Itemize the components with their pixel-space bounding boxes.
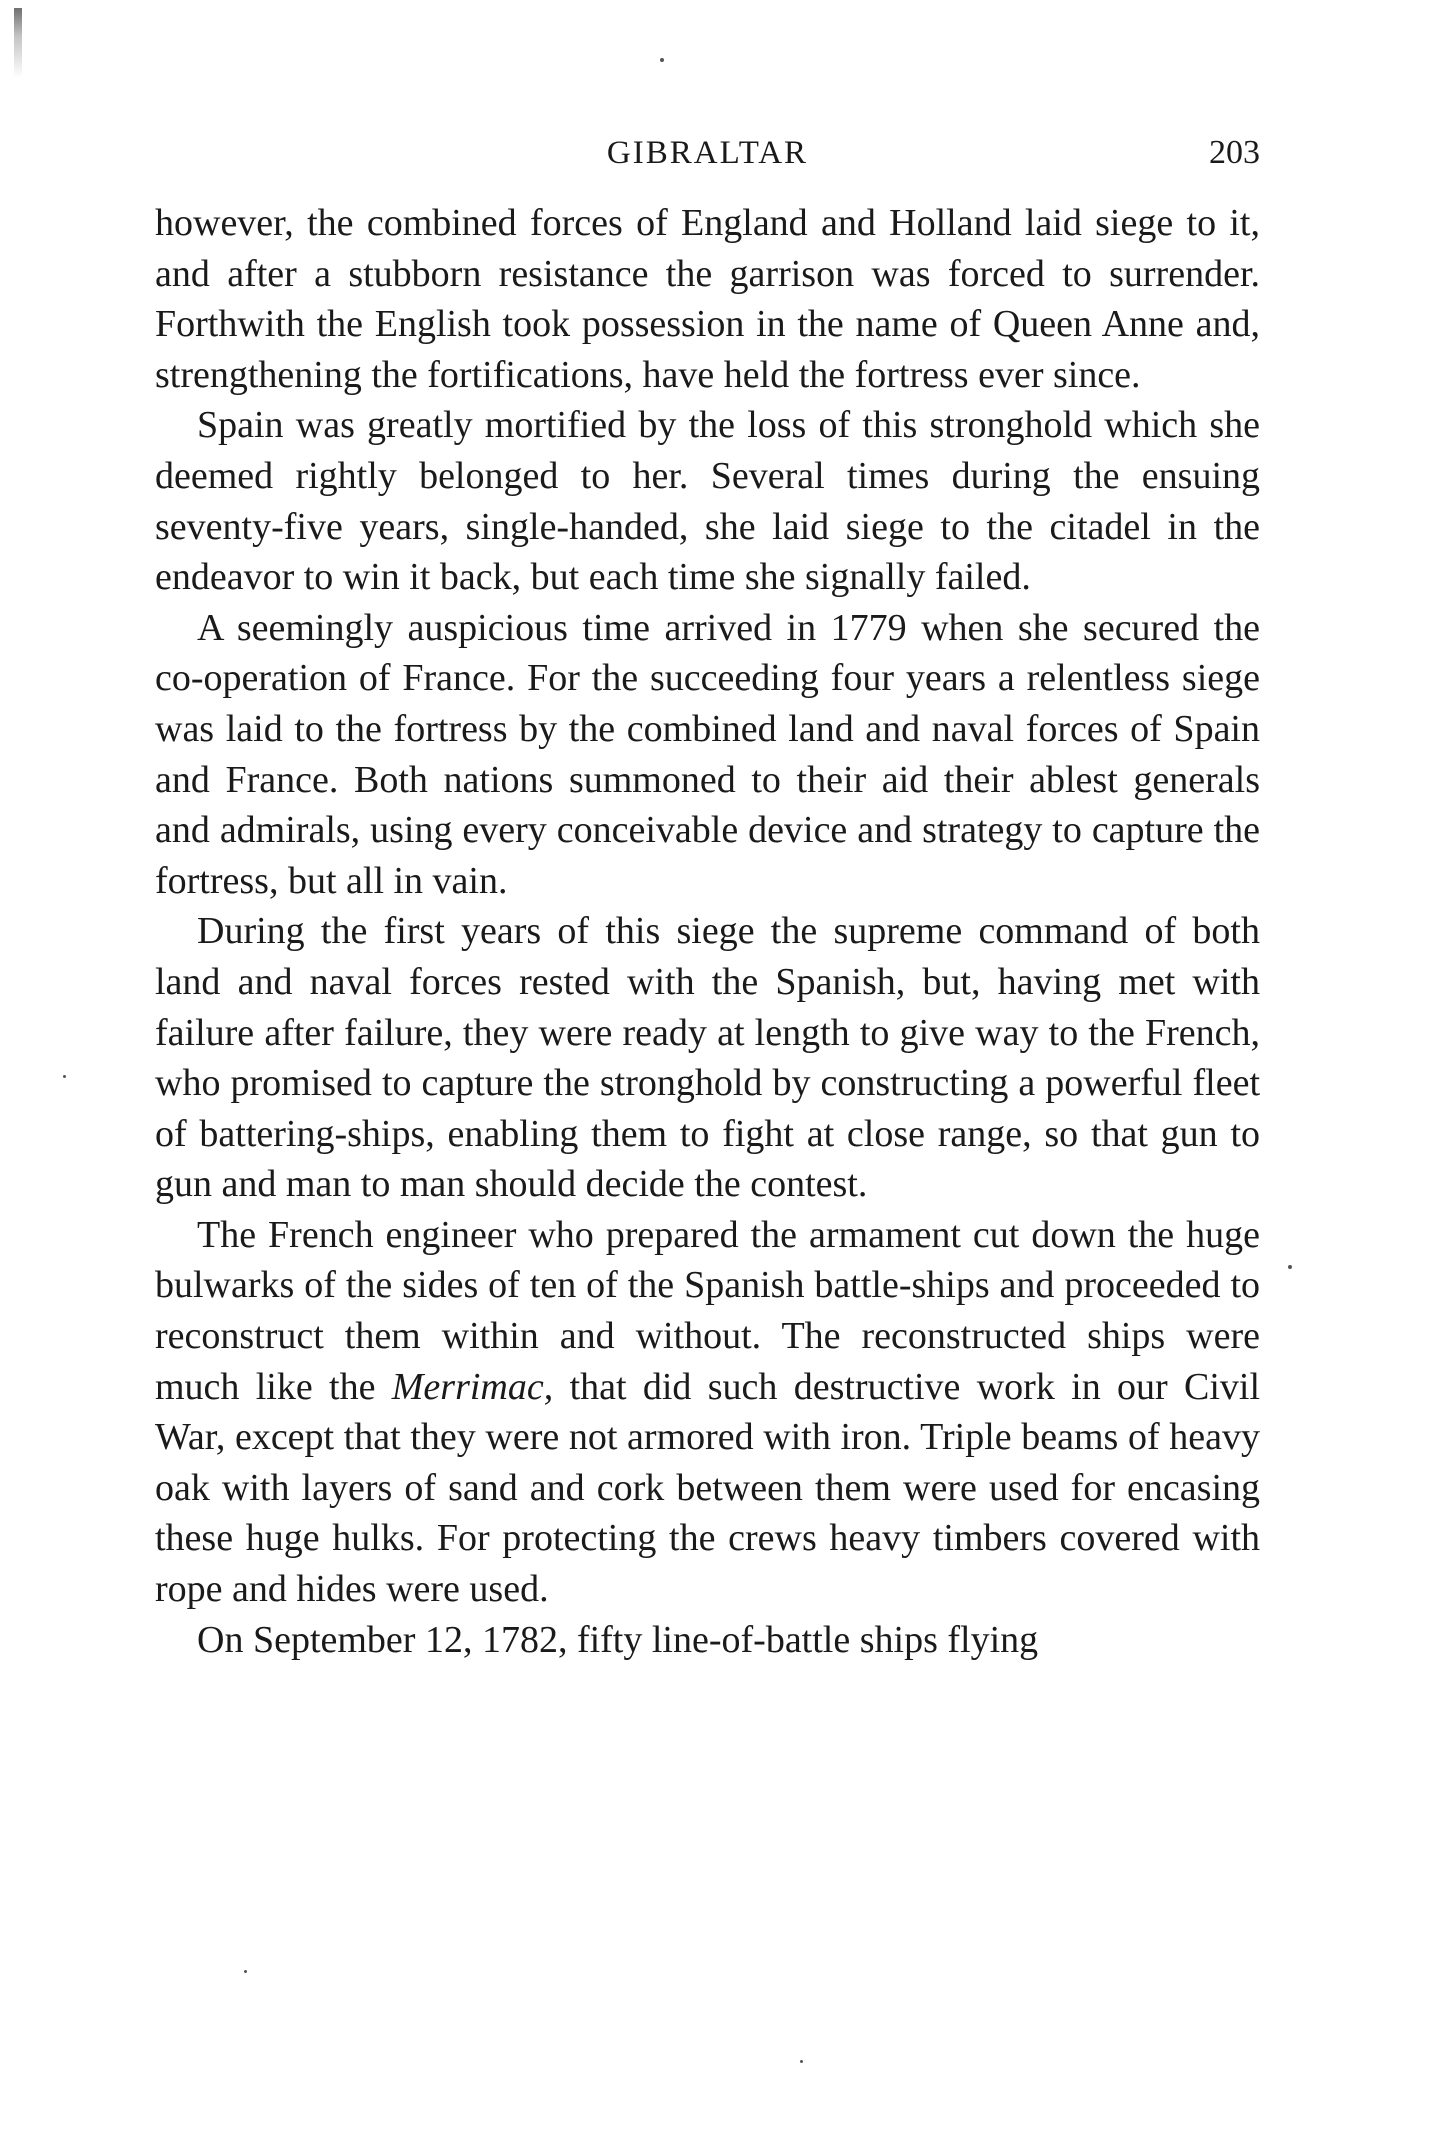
page-number: 203 — [1209, 134, 1260, 171]
scan-speck — [660, 58, 664, 62]
running-title: GIBRALTAR — [606, 135, 809, 171]
ship-name-italic: Merrimac, — [391, 1365, 554, 1408]
paragraph-1: however, the combined forces of England and Holland laid siege to it, and after a stubborn resistance the garrison was forced to surrender. Forthwith the English took possession in the name of Queen Anne and, strengthening the fortifications, have held the fortress ever since. — [155, 202, 1260, 396]
paragraph-3: A seemingly auspicious time arrived in 1779 when she secured the co-operation of France. For the succeeding four years a relentless siege was laid to the fortress by the combined land and naval forces of Spain and France. Both nations summoned to their aid their ablest generals and admirals, using every conceivable device and strategy to capture the fortress, but all in vain. — [155, 606, 1260, 902]
paragraph-2: Spain was greatly mortified by the loss of this stronghold which she deemed rightly belonged to her. Several times during the ensuing seventy-five years, single-handed, she laid siege to the citadel in the endeavor to win it back, but each time she signally failed. — [155, 404, 1260, 599]
scan-speck — [63, 1075, 66, 1078]
paragraph-5 — [155, 1210, 1260, 1615]
body-text — [155, 198, 1260, 1665]
page-header — [155, 128, 1260, 178]
scan-edge-mark — [14, 8, 22, 78]
paragraph-5-text-b: that did such destructive work in our Civil War, except that they were not armored with iron. Triple beams of heavy oak with layers of sand and cork between them were used for encasing these huge hulks. For protecting the crews heavy timbers covered with rope and hides were used. — [155, 1365, 1260, 1611]
scan-speck — [1288, 1265, 1292, 1269]
paragraph-4: During the first years of this siege the supreme command of both land and naval forces rested with the Spanish, but, having met with failure after failure, they were ready at length to give way to the French, who promised to capture the stronghold by constructing a powerful fleet of battering-ships, enabling them to fight at close range, so that gun to gun and man to man should decide the contest. — [155, 910, 1260, 1206]
paragraph-6: On September 12, 1782, fifty line-of-battle ships flying — [197, 1618, 1039, 1661]
scan-speck — [244, 1970, 247, 1973]
paragraph-5-text-a: The French engineer who prepared the armament cut down the huge bulwarks of the sides of ten of the Spanish battle-ships and proceeded to reconstruct them within and without. The reconstructed ships were much like the — [155, 1213, 1260, 1408]
scan-speck — [800, 2060, 803, 2063]
